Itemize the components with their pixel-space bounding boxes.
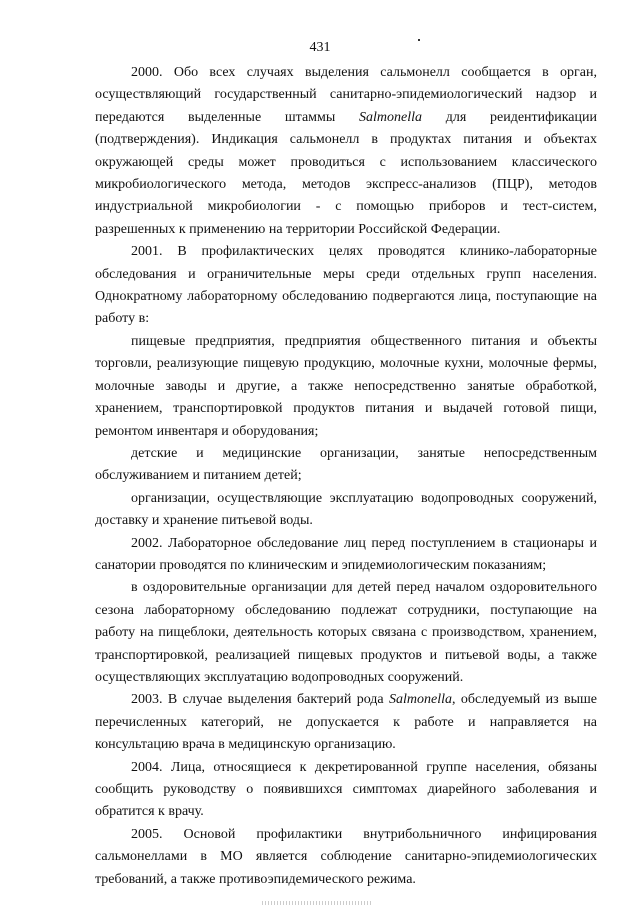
scan-speck	[418, 39, 420, 41]
paragraph-text: для реидентификации (подтверждения). Индикация сальмонелл в продуктах питания и объектах окружающей среды может проводиться с использованием классического микробиологического метода, методов экспресс-анализов (ПЦР), методов индустриальной микробиологии - с помощью приборов и тест-систем, разрешенных к применению на территории Российской Федерации.	[95, 109, 597, 237]
paragraph-number: 2004.	[131, 759, 163, 775]
genus-name-italic: Salmonella	[389, 692, 453, 708]
paragraph-text: , обследуемый из выше перечисленных категорий, не допускается к работе и направляется на консультацию врача в медицинскую организацию.	[95, 692, 597, 753]
paragraph-text: Лица, относящиеся к декретированной группе населения, обязаны сообщить руководству о появившихся симптомах диарейного заболевания и обратится к врачу.	[95, 759, 597, 820]
paragraph-text: в оздоровительные организации для детей перед началом оздоровительного сезона лабораторному обследованию подлежат сотрудники, поступающие на работу на пищеблоки, деятельность которых связана с производством, хранением, транспортировкой, реализацией пищевых продуктов и питьевой воды, а также осуществляющих эксплуатацию водопроводных сооружений.	[95, 580, 597, 685]
paragraph-2001-food-enterprises	[95, 331, 597, 443]
paragraph-2005	[95, 824, 597, 891]
page-number: 431	[309, 40, 331, 55]
genus-name-italic: Salmonella	[359, 109, 423, 125]
paragraph-2001-child-medical	[95, 443, 597, 488]
paragraph-text: В профилактических целях проводятся клинико-лабораторные обследования и ограничительные меры среди отдельных групп населения. Однократному лабораторному обследованию подвергаются лица, поступающие на работу в:	[95, 244, 597, 327]
paragraph-text: организации, осуществляющие эксплуатацию водопроводных сооружений, доставку и хранение питьевой воды.	[95, 490, 597, 529]
paragraph-2003	[95, 689, 597, 756]
paragraph-text: Основой профилактики внутрибольничного инфицирования сальмонеллами в МО является соблюдение санитарно-эпидемиологических требований, а также противоэпидемического режима.	[95, 826, 597, 887]
paragraph-2004	[95, 757, 597, 824]
paragraph-text: Лабораторное обследование лиц перед поступлением в стационары и санатории проводятся по клиническим и эпидемиологическим показаниям;	[95, 535, 597, 573]
paragraph-number: 2000.	[131, 65, 163, 80]
paragraph-number: 2003.	[131, 692, 163, 708]
paragraph-number: 2002.	[131, 535, 163, 551]
paragraph-text: детские и медицинские организации, занятые непосредственным обслуживанием и питанием детей;	[95, 445, 597, 484]
paragraph-2002	[95, 533, 597, 578]
paragraph-number: 2005.	[131, 826, 163, 842]
document-body	[95, 62, 597, 891]
paragraph-number: 2001.	[131, 244, 163, 260]
paragraph-2002-health-camps	[95, 577, 597, 689]
paragraph-2001-water-supply	[95, 488, 597, 533]
paragraph-2000	[95, 62, 597, 241]
paragraph-text: пищевые предприятия, предприятия общественного питания и объекты торговли, реализующие пищевую продукцию, молочные кухни, молочные фермы, молочные заводы и другие, а также непосредственно занятые обработкой, хранением, транспортировкой продуктов питания и выдачей готовой пищи, ремонтом инвентаря и оборудования;	[95, 333, 597, 439]
paragraph-text: В случае выделения бактерий рода	[162, 692, 390, 708]
scan-edge-artifact	[262, 901, 372, 905]
paragraph-text: Обо всех случаях выделения сальмонелл сообщается в орган, осуществляющий государственный санитарно-эпидемиологический надзор и передаются выделенные штаммы	[95, 65, 597, 125]
paragraph-2001	[95, 241, 597, 331]
